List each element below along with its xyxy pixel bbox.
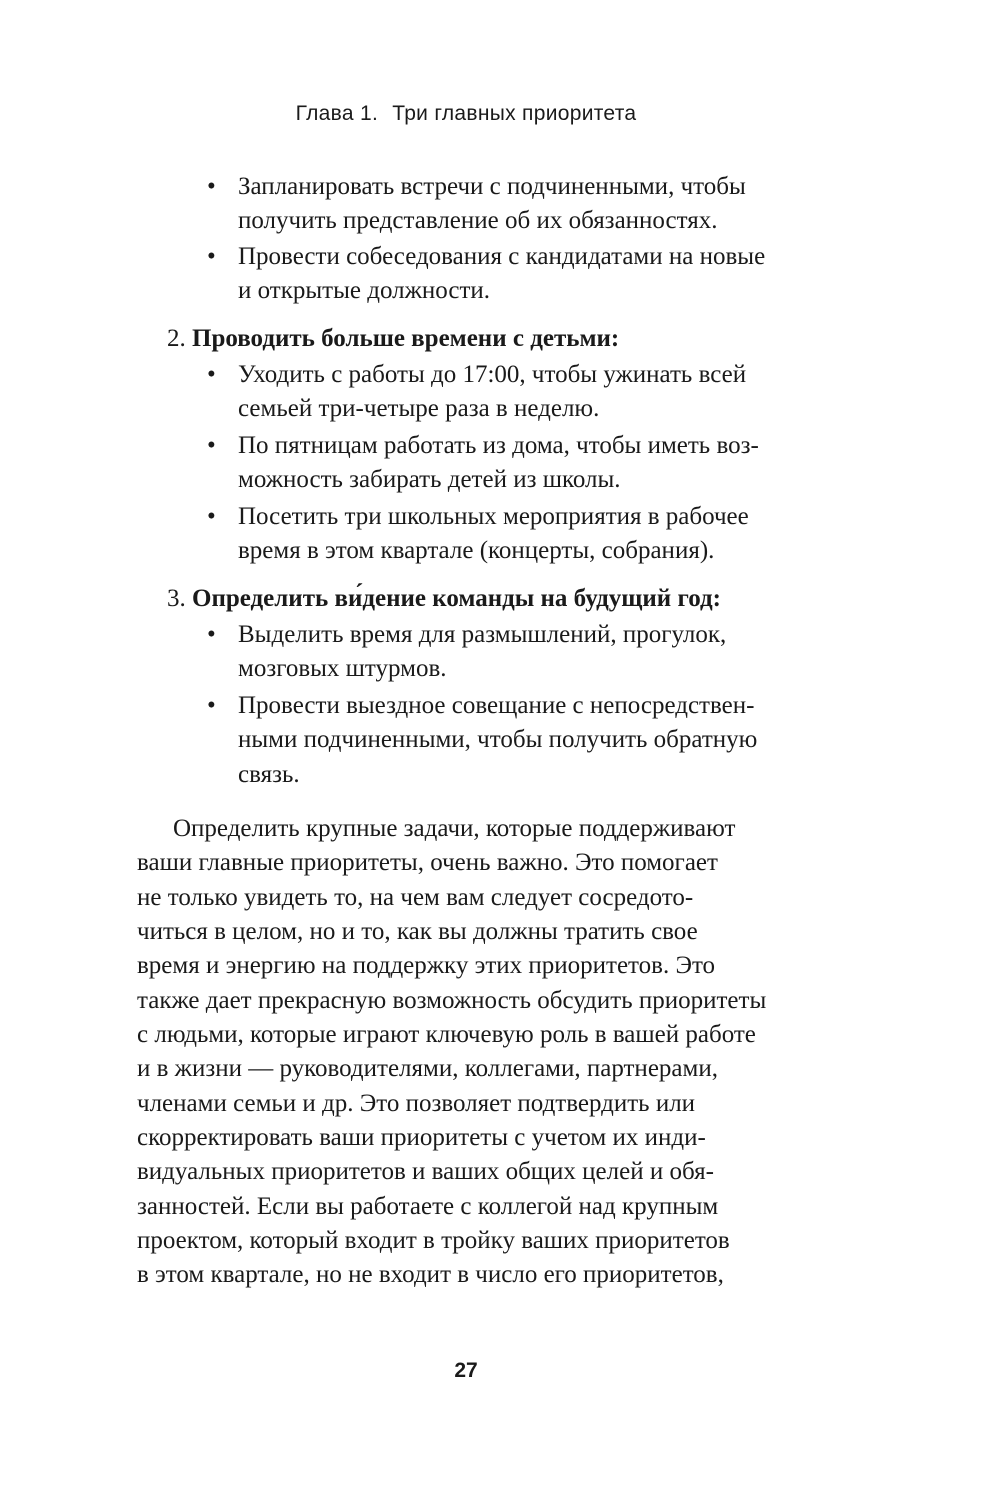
- chapter-label: Глава 1.: [295, 102, 379, 125]
- list-heading-3: [167, 585, 721, 613]
- paragraph-line: членами семьи и др. Это позволяет подтвердить или: [137, 1090, 696, 1117]
- bullet-icon: •: [207, 692, 216, 719]
- paragraph-line: в этом квартале, но не входит в число его приоритетов,: [137, 1261, 724, 1288]
- paragraph-line: ваши главные приоритеты, очень важно. Это помогает: [137, 849, 718, 876]
- bullet-icon: •: [207, 361, 216, 388]
- paragraph-line: проектом, который входит в тройку ваших приоритетов: [137, 1227, 730, 1254]
- list-item-line: и открытые должности.: [238, 277, 491, 304]
- chapter-title: Три главных приоритета: [392, 102, 637, 125]
- paragraph-line: с людьми, которые играют ключевую роль в вашей работе: [137, 1021, 756, 1048]
- list-heading-text: Определить ви́дение команды на будущий год:: [192, 585, 721, 612]
- bullet-icon: •: [207, 621, 216, 648]
- list-item-line: связь.: [238, 761, 300, 788]
- paragraph-line: занностей. Если вы работаете с коллегой над крупным: [137, 1193, 719, 1220]
- page-number: 27: [454, 1359, 478, 1382]
- list-item-line: получить представление об их обязанностях.: [238, 207, 718, 234]
- paragraph-line: время и энергию на поддержку этих приоритетов. Это: [137, 952, 716, 979]
- paragraph-line: скорректировать ваши приоритеты с учетом их инди-: [137, 1124, 706, 1151]
- list-heading-2: [167, 325, 619, 353]
- list-item-line: можность забирать детей из школы.: [238, 466, 621, 493]
- list-item-line: Уходить с работы до 17:00, чтобы ужинать всей: [238, 361, 747, 388]
- paragraph-line: не только увидеть то, на чем вам следует сосредото-: [137, 884, 694, 911]
- paragraph-line: видуальных приоритетов и ваших общих целей и обя-: [137, 1158, 714, 1185]
- list-item-line: Выделить время для размышлений, прогулок,: [238, 621, 727, 648]
- paragraph-line: Определить крупные задачи, которые поддерживают: [173, 815, 736, 842]
- list-item-line: время в этом квартале (концерты, собрания).: [238, 537, 715, 564]
- list-item-line: семьей три-четыре раза в неделю.: [238, 395, 600, 422]
- list-item-line: ными подчиненными, чтобы получить обратную: [238, 726, 758, 753]
- bullet-icon: •: [207, 503, 216, 530]
- paragraph-line: читься в целом, но и то, как вы должны тратить свое: [137, 918, 698, 945]
- list-item-line: По пятницам работать из дома, чтобы иметь воз-: [238, 432, 759, 459]
- paragraph-line: и в жизни — руководителями, коллегами, партнерами,: [137, 1055, 718, 1082]
- running-head: [0, 102, 932, 126]
- list-heading-text: Проводить больше времени с детьми:: [192, 325, 620, 352]
- bullet-icon: •: [207, 432, 216, 459]
- bullet-icon: •: [207, 173, 216, 200]
- list-item-line: мозговых штурмов.: [238, 655, 447, 682]
- list-item-line: Посетить три школьных мероприятия в рабочее: [238, 503, 749, 530]
- list-number: 3.: [167, 585, 186, 612]
- list-number: 2.: [167, 325, 186, 352]
- bullet-icon: •: [207, 243, 216, 270]
- list-item-line: Провести выездное совещание с непосредствен-: [238, 692, 755, 719]
- list-item-line: Запланировать встречи с подчиненными, чтобы: [238, 173, 746, 200]
- paragraph-line: также дает прекрасную возможность обсудить приоритеты: [137, 987, 767, 1014]
- list-item-line: Провести собеседования с кандидатами на новые: [238, 243, 766, 270]
